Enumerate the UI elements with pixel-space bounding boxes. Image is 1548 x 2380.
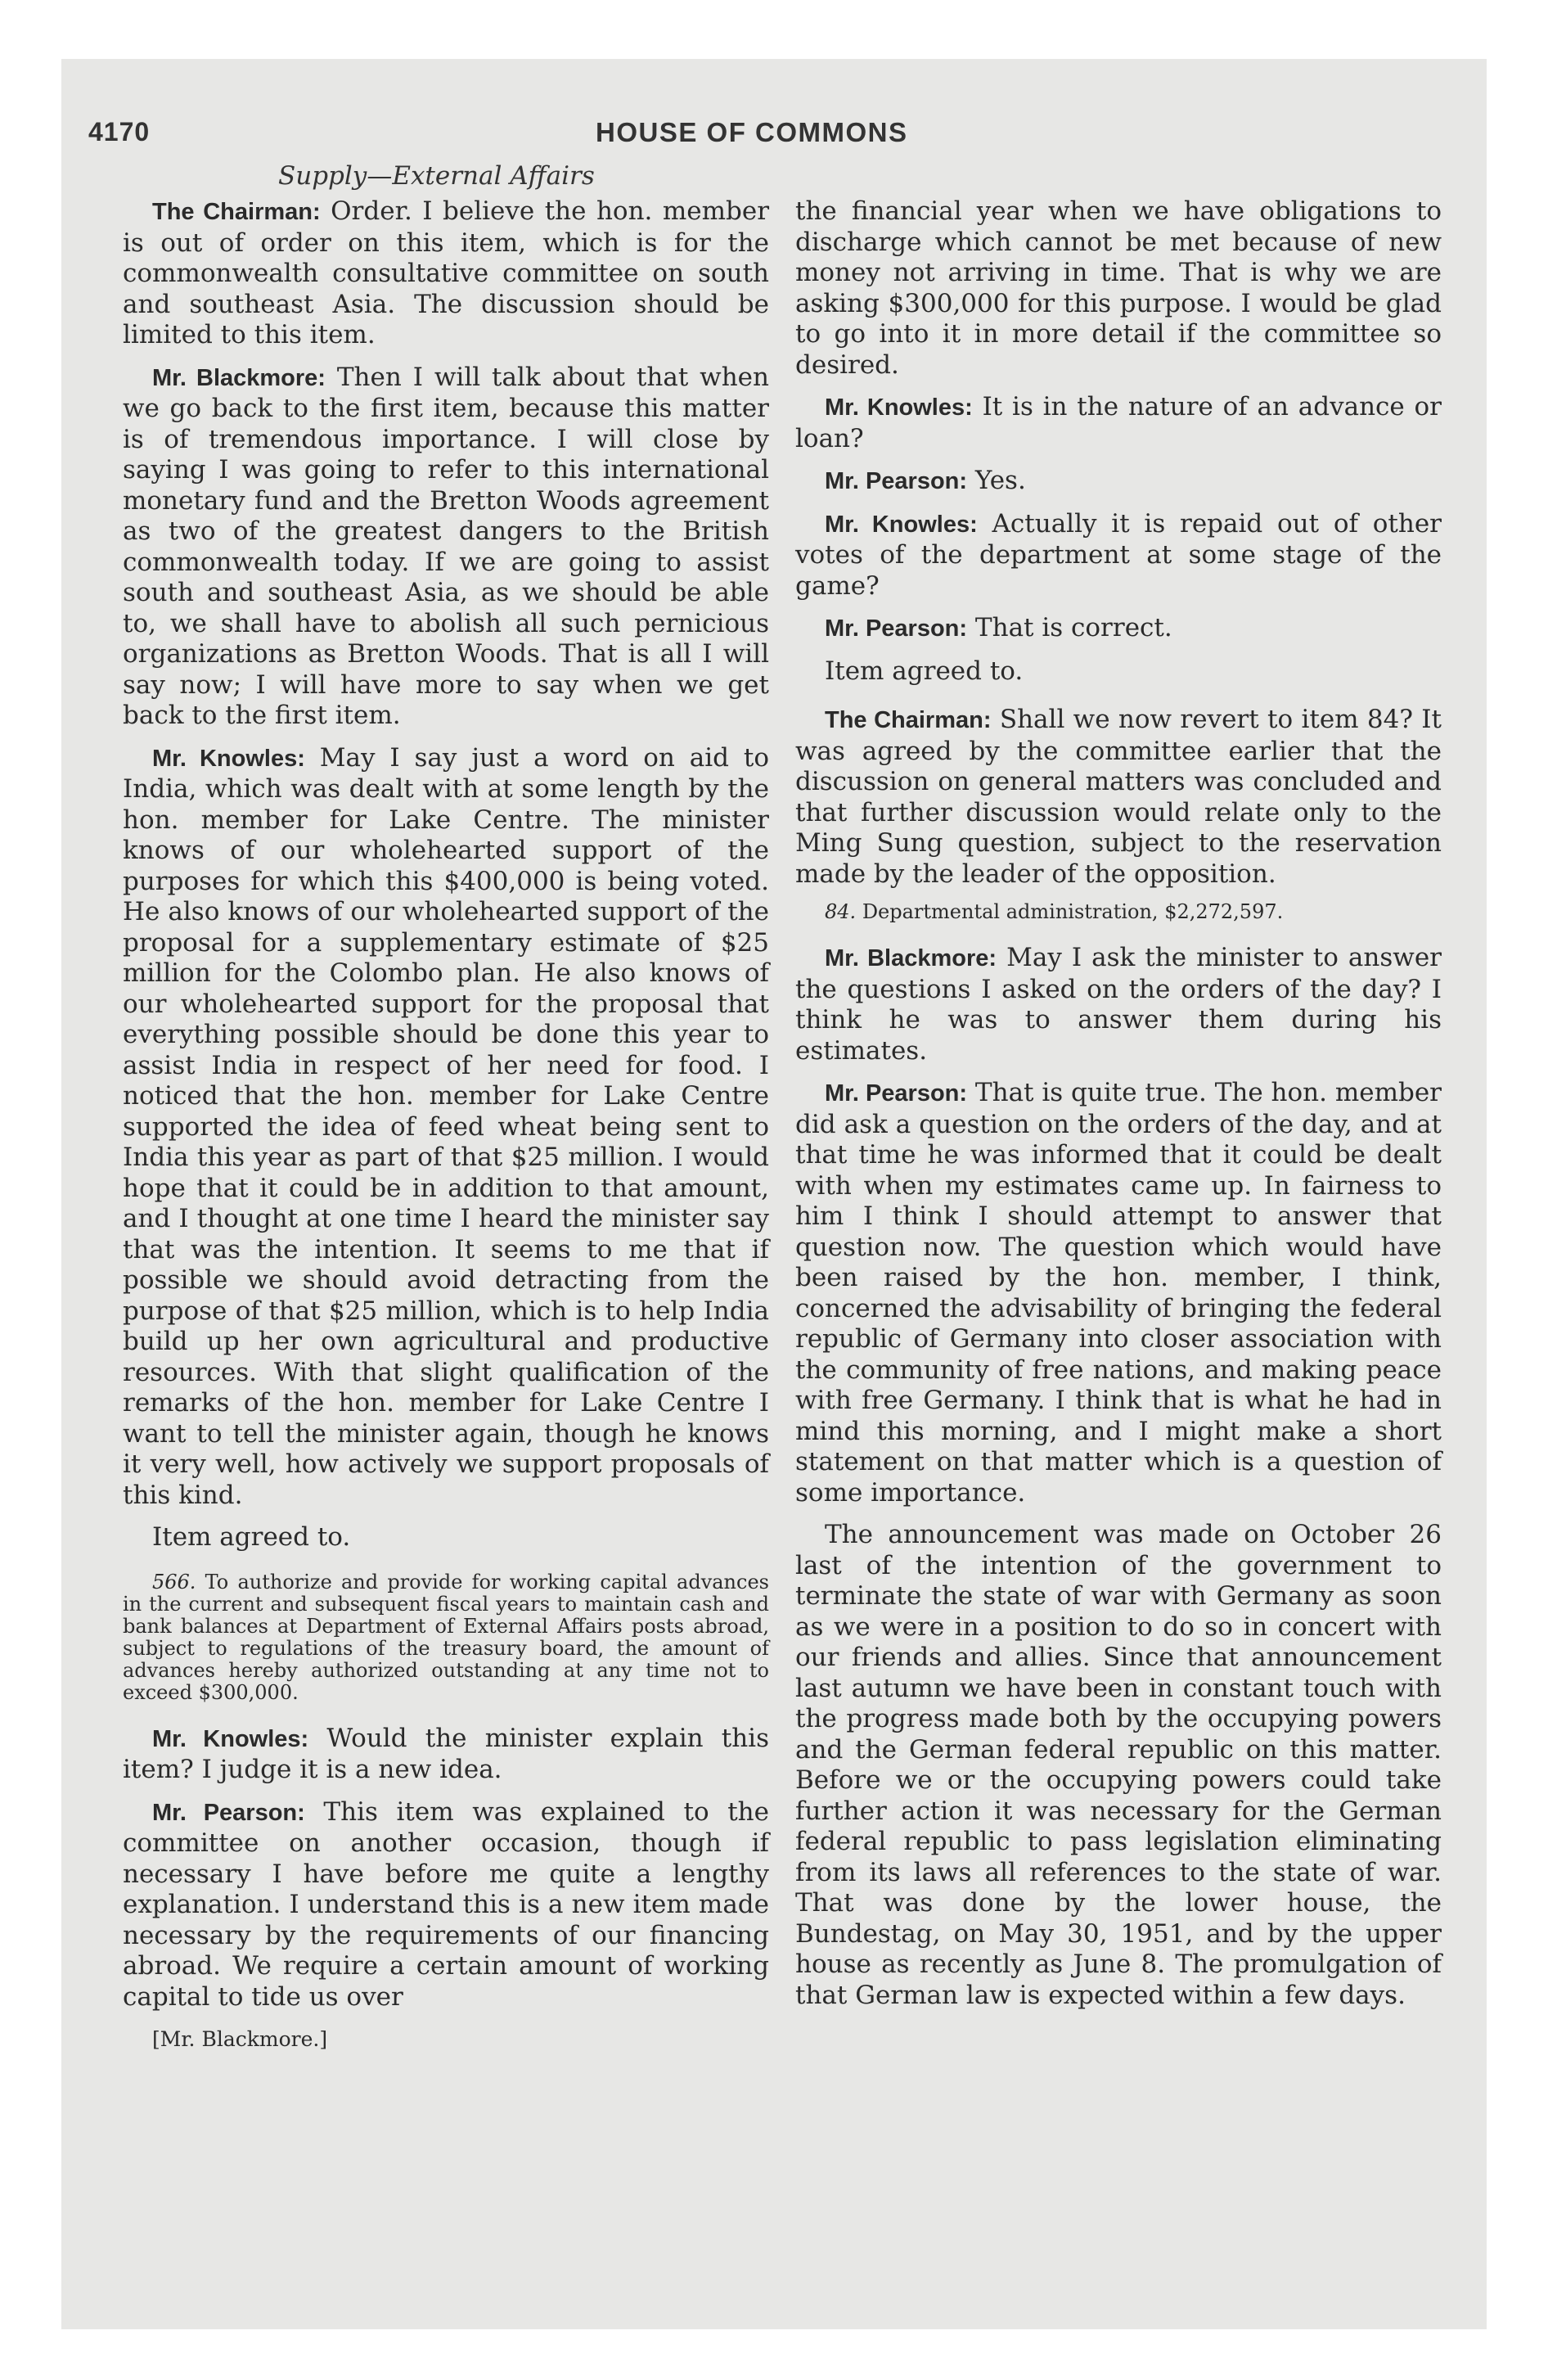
speaker-name: Mr. Knowles: <box>152 1725 309 1752</box>
speaker-name: The Chairman: <box>152 199 321 225</box>
section-title: Supply—External Affairs <box>278 161 595 191</box>
page-number: 4170 <box>88 117 151 146</box>
paragraph <box>795 466 1442 498</box>
item-agreed: Item agreed to. <box>825 656 1024 686</box>
footer-speaker-note: [Mr. Blackmore.] <box>152 2027 328 2051</box>
speech-text: May I say just a word on aid to India, which was dealt with at some length by the hon. member for Lake Centre. The minister knows of our wholehearted support of the purposes for which this $400,000 is being voted. He also knows of our wholehearted support of the proposal for a supplementary estimate of $25 million for the Colombo plan. He also knows of our wholehearted support for the proposal that everything possible should be done this year to assist India in respect of her need for food. I noticed that the hon. member for Lake Centre supported the idea of feed wheat being sent to India this year as part of that $25 million. I would hope that it could be in addition to that amount, and I thought at one time I heard the minister say that was the intention. It seems to me that if possible we should avoid detracting from the purpose of that $25 million, which is to help India build up her own agricultural and productive resources. With that slight qualification of the remarks of the hon. member for Lake Centre I want to tell the minister again, though he knows it very well, how actively we support proposals of this kind. <box>123 742 770 1510</box>
item-agreed: Item agreed to. <box>152 1522 351 1552</box>
paragraph <box>795 943 1442 1066</box>
vote-number: 566. <box>152 1570 196 1593</box>
running-title: HOUSE OF COMMONS <box>596 117 908 147</box>
paragraph <box>795 613 1442 645</box>
speech-text: Actually it is repaid out of other votes of the department at some stage of the game? <box>795 508 1442 601</box>
vote-item <box>795 901 1442 923</box>
speaker-name: Mr. Knowles: <box>825 511 978 538</box>
paragraph <box>123 743 769 1512</box>
paragraph: The announcement was made on October 26 last of the intention of the government to terminate the state of war with Germany as soon as we were in a position to do so in concert with our friends and allies. Since that announcement last autumn we have been in constant touch with the progress made both by the occupying powers and the German federal republic on this matter. Before we or the occupying powers could take further action it was necessary for the German federal republic to pass legislation eliminating from its laws all references to the state of war. That was done by the lower house, the Bundestag, on May 30, 1951, and by the upper house as recently as June 8. The promulgation of that German law is expected within a few days. <box>795 1520 1442 2010</box>
paragraph-continued: the financial year when we have obligations to discharge which cannot be met because of new money not arriving in time. That is why we are asking $300,000 for this purpose. I would be glad to go into it in more detail if the committee so desired. <box>795 196 1442 380</box>
vote-item <box>123 1571 769 1704</box>
speaker-name: Mr. Knowles: <box>825 394 973 421</box>
speaker-name: Mr. Blackmore: <box>152 364 326 391</box>
right-column <box>795 196 1442 2022</box>
speaker-name: Mr. Pearson: <box>825 1080 968 1107</box>
speaker-name: Mr. Knowles: <box>152 745 305 772</box>
speech-text: That is quite true. The hon. member did ask a question on the orders of the day, and at that time he was informed that it could be dealt with when my estimates came up. In fairness to him I think I should attempt to answer that question now. The question which would have been raised by the hon. member, I think, concerned the advisability of bringing the federal republic of Germany into closer association with the community of free nations, and making peace with free Germany. I think that is what he had in mind this morning, and I might make a short statement on that matter which is a question of some importance. <box>795 1078 1442 1508</box>
paragraph <box>795 509 1442 602</box>
speaker-name: Mr. Pearson: <box>152 1799 305 1826</box>
paragraph <box>123 1724 769 1786</box>
paragraph <box>123 196 769 351</box>
speech-text: Would the minister explain this item? I judge it is a new idea. <box>123 1723 770 1784</box>
paragraph <box>795 392 1442 454</box>
paragraph <box>795 1078 1442 1508</box>
speaker-name: Mr. Pearson: <box>825 615 968 642</box>
paragraph <box>795 705 1442 890</box>
speech-text: Yes. <box>974 466 1026 495</box>
speaker-name: Mr. Blackmore: <box>825 945 997 971</box>
speech-text: May I ask the minister to answer the questions I asked on the orders of the day? I think he was to answer them during his estimates. <box>795 943 1442 1066</box>
vote-text: To authorize and provide for working capital advances in the current and subsequent fiscal years to maintain cash and bank balances at Department of External Affairs posts abroad, subject to regulations of the treasury board, the amount of advances hereby authorized outstanding at any time not to exceed $300,000. <box>123 1570 769 1704</box>
speech-text: That is correct. <box>974 613 1172 642</box>
vote-number: 84. <box>825 900 857 923</box>
speech-text: Then I will talk about that when we go back to the first item, because this matter is of tremendous importance. I will close by saying I was going to refer to this international monetary fund and the Bretton Woods agreement as two of the greatest dangers to the British commonwealth today. If we are going to assist south and southeast Asia, as we should be able to, we shall have to abolish all such pernicious organizations as Bretton Woods. That is all I will say now; I will have more to say when we get back to the first item. <box>123 362 769 730</box>
speaker-name: The Chairman: <box>825 707 992 733</box>
paragraph <box>123 363 769 732</box>
vote-text: Departmental administration, $2,272,597. <box>862 900 1284 923</box>
speaker-name: Mr. Pearson: <box>825 468 968 494</box>
speech-text: It is in the nature of an advance or loan? <box>795 392 1442 453</box>
paragraph <box>123 1797 769 2013</box>
left-column <box>123 196 769 2076</box>
speech-text: Order. I believe the hon. member is out of order on this item, which is for the commonwealth consultative committee on south and southeast Asia. The discussion should be limited to this item. <box>123 196 770 349</box>
speech-text: This item was explained to the committee on another occasion, though if necessary I have before me quite a lengthy explanation. I understand this is a new item made necessary by the requirements of our financing abroad. We require a certain amount of working capital to tide us over <box>123 1796 769 2012</box>
speech-text: Shall we now revert to item 84? It was agreed by the committee earlier that the discussion on general matters was concluded and that further discussion would relate only to the Ming Sung question, subject to the reservation made by the leader of the opposition. <box>795 705 1442 889</box>
